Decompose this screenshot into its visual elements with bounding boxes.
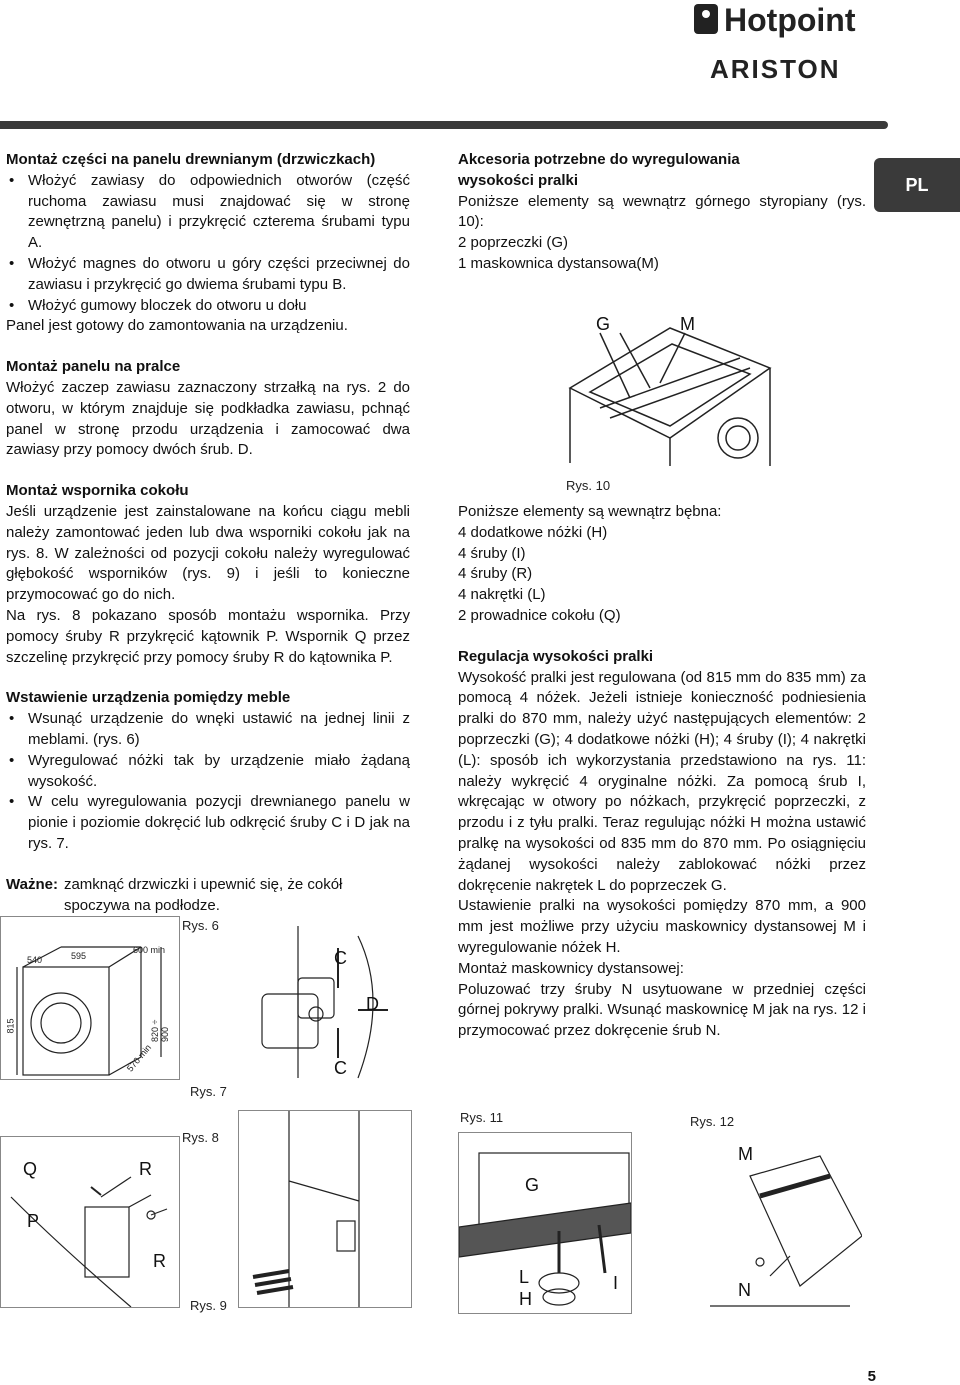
bullet: • W celu wyregulowania pozycji drewnianego panelu w pionie i poziomie dokręcić lub odkręcić śruby C i D jak na rys. 7. xyxy=(6,792,410,854)
figure-9 xyxy=(238,1110,412,1308)
right-column xyxy=(458,150,866,275)
important-note xyxy=(6,875,410,917)
fig8-label-p: P xyxy=(27,1211,40,1231)
fig6-dim-595: 595 xyxy=(71,951,87,961)
page-number: 5 xyxy=(867,1368,876,1385)
bullet: • Wyregulować nóżki tak by urządzenie miało żądaną wysokość. xyxy=(6,751,410,793)
section-title: wysokości pralki xyxy=(458,171,579,189)
list-item: 4 dodatkowe nóżki (H) xyxy=(458,523,608,541)
fig11-label-h: H xyxy=(519,1289,532,1309)
fig11-label-g: G xyxy=(525,1175,540,1195)
caption-rys6: Rys. 6 xyxy=(182,918,219,933)
fig12-label-m: M xyxy=(738,1144,753,1164)
list-item: 4 śruby (I) xyxy=(458,544,526,562)
fig11-label-i: I xyxy=(613,1273,619,1293)
list-item: 4 śruby (R) xyxy=(458,565,533,583)
brand-line2: ARISTON xyxy=(710,54,841,82)
important-text: zamknąć drzwiczki i upewnić się, że cokół spoczywa na podłodze. xyxy=(63,875,343,914)
bullet: • Wsunąć urządzenie do wnęki ustawić na jednej linii z meblami. (rys. 6) xyxy=(6,709,410,751)
fig8-label-r2: R xyxy=(153,1251,166,1271)
fig10-label-m: M xyxy=(680,314,695,334)
brand-logo xyxy=(692,0,892,82)
figure-7 xyxy=(238,918,410,1086)
right-column-lower xyxy=(458,502,866,1042)
section-title: Montaż wspornika cokołu xyxy=(6,482,189,500)
caption-rys10: Rys. 10 xyxy=(566,478,611,493)
paragraph: Montaż maskownicy dystansowej: xyxy=(458,959,684,977)
paragraph: Włożyć zaczep zawiasu zaznaczony strzałką na rys. 2 do otworu, w którym znajduje się podkładka zawiasu, pchnąć panel w stronę przodu urządzenia i zamocować dwa zawiasy przy pomocy dwóch śrub. D. xyxy=(6,378,410,459)
figure-10 xyxy=(560,288,772,468)
caption-rys9: Rys. 9 xyxy=(190,1298,227,1313)
fig8-label-r1: R xyxy=(139,1159,152,1179)
paragraph: Ustawienie pralki na wysokości pomiędzy 870 mm, a 900 mm jest możliwe przy użyciu maskownicy dystansowej M i wyregulowanie nóżek H. xyxy=(458,897,866,956)
fig12-label-n: N xyxy=(738,1280,751,1300)
list-item: 2 prowadnice cokołu (Q) xyxy=(458,606,621,624)
list-item: 4 nakrętki (L) xyxy=(458,586,546,604)
fig10-label-g: G xyxy=(596,314,611,334)
section-title: Regulacja wysokości pralki xyxy=(458,647,654,665)
section-title: Montaż panelu na pralce xyxy=(6,358,181,376)
paragraph: Na rys. 8 pokazano sposób montażu wspornika. Przy pomocy śruby R przykręcić kątownik P. Wspornik Q przez szczelinę przykręcić przy pomocy śruby R do kątownika P. xyxy=(6,606,410,666)
bullet: • Włożyć zawiasy do odpowiednich otworów (część ruchoma zawiasu musi znajdować się w stronę zewnętrzną panelu) i przykręcić czterema śrubami typu A. xyxy=(6,171,410,254)
paragraph: Jeśli urządzenie jest zainstalowane na końcu ciągu mebli należy zamontować jeden lub dwa wsporniki cokołu jak na rys. 8. W zależności od pozycji cokołu należy wyregulować głębokość wsporników (rys. 9) i jeśli to konieczne przymocować go do nich. xyxy=(6,502,410,604)
fig7-label-c-top: C xyxy=(334,948,347,968)
list-item: 1 maskownica dystansowa(M) xyxy=(458,254,659,272)
language-tab: PL xyxy=(874,158,960,212)
caption-rys8: Rys. 8 xyxy=(182,1130,219,1145)
header-rule xyxy=(0,121,888,129)
left-column xyxy=(6,150,410,916)
caption-rys12: Rys. 12 xyxy=(690,1114,735,1129)
section-title: Montaż części na panelu drewnianym (drzwiczkach) xyxy=(6,151,376,168)
paragraph: Poniższe elementy są wewnątrz bębna: xyxy=(458,503,722,520)
fig6-dim-600: 600 min xyxy=(133,945,166,955)
fig6-dim-570: 570 min xyxy=(124,1042,154,1074)
important-label: Ważne: xyxy=(6,875,58,893)
figure-11 xyxy=(458,1132,632,1314)
paragraph: Poluzować trzy śruby N usytuowane w przedniej części górnej pokrywy pralki. Wsunąć maskownicę M jak na rys. 12 i przymocować przez dokręcenie śrub N. xyxy=(458,980,866,1040)
paragraph: Wysokość pralki jest regulowana (od 815 mm do 835 mm) za pomocą 4 nóżek. Jeżeli istnieje konieczność podniesienia pralki do 870 mm, należy użyć następujących elementów: 2 poprzeczki (G); 4 dodatkowe nóżki (H); 4 śruby (I); 4 nakrętki (L): sposób ich wykorzystania przedstawiono na rys. 11: należy wykręcić 4 oryginalne nóżki. Za pomocą śrub I, wkręcając w otwory po nóżkach, przykręcić poprzeczki, z przodu i z tyłu pralki. Teraz regulując nóżki H można ustawić pralkę na wysokości od 835 mm do 870 mm. Po osiągnięciu żądanej wysokości należy zablokować nóżki przez dokręcenie nakrętek L do poprzeczek G. xyxy=(458,668,866,894)
section-title: Akcesoria potrzebne do wyregulowania xyxy=(458,151,740,168)
paragraph: Poniższe elementy są wewnątrz górnego styropiany (rys. 10): xyxy=(458,192,866,231)
brand-line1: Hotpoint xyxy=(724,2,856,38)
figure-12 xyxy=(690,1136,862,1312)
fig6-dim-815: 815 xyxy=(5,1018,16,1034)
list-item: 2 poprzeczki (G) xyxy=(458,234,569,252)
bullet: • Włożyć magnes do otworu u góry części przeciwnej do zawiasu i przykręcić go dwiema śrubami typu B. xyxy=(6,254,410,296)
fig6-dim-540: 540 xyxy=(27,955,43,965)
fig11-label-l: L xyxy=(519,1267,530,1287)
fig6-dim-820: 820 ÷ 900 xyxy=(150,1019,170,1042)
paragraph: Panel jest gotowy do zamontowania na urządzeniu. xyxy=(6,317,348,335)
fig7-label-d: D xyxy=(366,994,379,1014)
section-title: Wstawienie urządzenia pomiędzy meble xyxy=(6,689,291,707)
bullet: • Włożyć gumowy bloczek do otworu u dołu xyxy=(6,296,410,317)
caption-rys11: Rys. 11 xyxy=(460,1110,504,1125)
fig8-label-q: Q xyxy=(23,1159,38,1179)
figure-8 xyxy=(0,1136,180,1308)
caption-rys7: Rys. 7 xyxy=(190,1084,227,1099)
fig7-label-c-bottom: C xyxy=(334,1058,347,1078)
figure-6 xyxy=(0,916,180,1080)
